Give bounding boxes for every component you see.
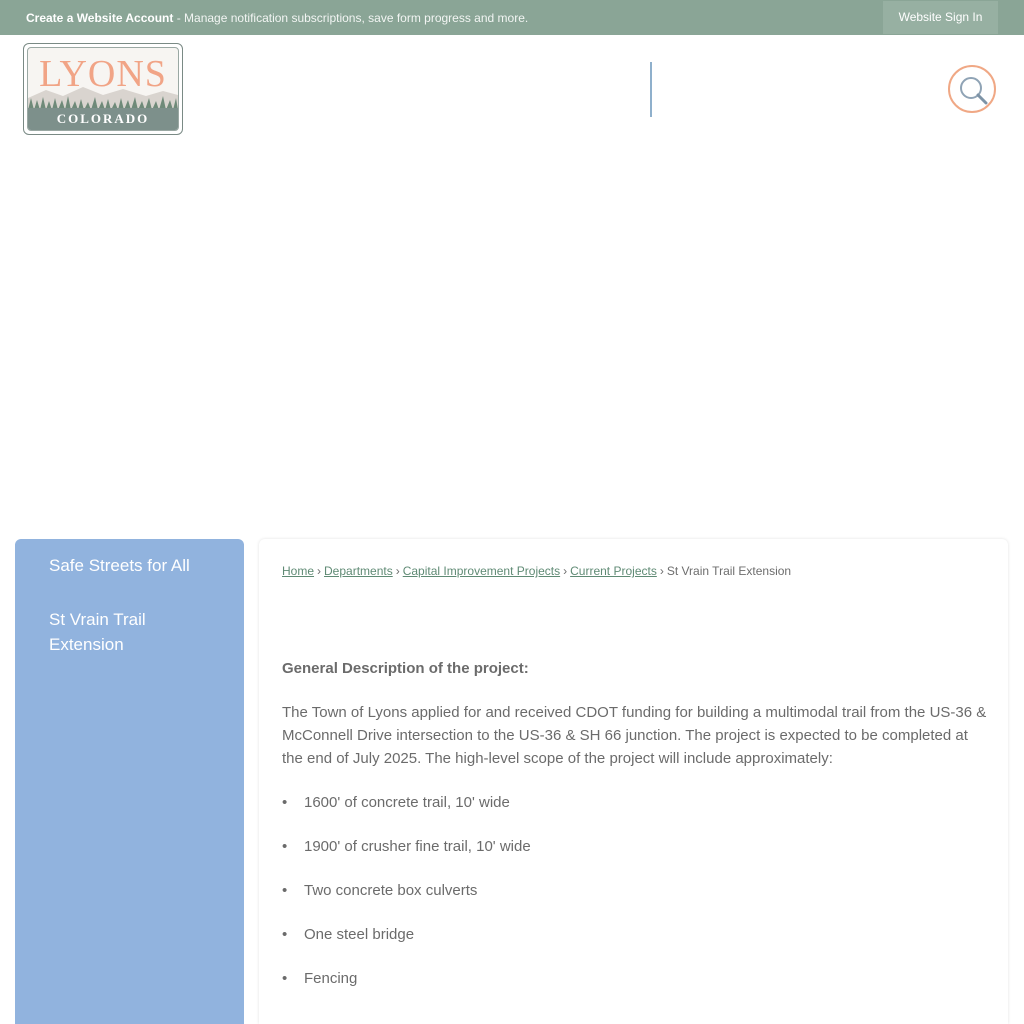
list-item <box>282 794 510 811</box>
sidebar-item-safe-streets[interactable]: Safe Streets for All <box>49 556 190 575</box>
banner-area <box>0 150 1024 535</box>
breadcrumb-separator: › <box>317 564 322 578</box>
breadcrumb <box>282 564 791 578</box>
list-item <box>282 882 477 899</box>
bullet-marker: • <box>282 970 288 987</box>
account-message <box>26 11 528 25</box>
search-icon <box>958 75 988 105</box>
section-heading: General Description of the project: <box>282 660 529 677</box>
list-item-text: 1900' of crusher fine trail, 10' wide <box>304 838 531 855</box>
site-logo[interactable] <box>23 43 183 135</box>
bullet-marker: • <box>282 794 288 811</box>
breadcrumb-capital-projects[interactable]: Capital Improvement Projects <box>402 564 561 578</box>
logo-title: LYONS <box>39 53 167 95</box>
breadcrumb-home[interactable]: Home <box>282 564 315 578</box>
top-bar <box>0 0 1024 35</box>
list-item-text: Fencing <box>304 970 358 987</box>
bullet-marker: • <box>282 838 288 855</box>
list-item-text: Two concrete box culverts <box>304 882 478 899</box>
create-account-link[interactable]: Create a Website Account <box>26 11 174 25</box>
breadcrumb-separator: › <box>659 564 664 578</box>
account-message-text: - Manage notification subscriptions, save form progress and more. <box>173 11 529 25</box>
sidebar-item-st-vrain-trail[interactable]: St Vrain Trail Extension <box>49 610 146 654</box>
side-navigation <box>15 539 244 1024</box>
site-header <box>0 35 1024 150</box>
search-button[interactable] <box>948 65 996 113</box>
sign-in-button[interactable]: Website Sign In <box>883 1 998 34</box>
breadcrumb-current-projects[interactable]: Current Projects <box>570 564 657 578</box>
list-item-text: One steel bridge <box>304 926 415 943</box>
breadcrumb-departments[interactable]: Departments <box>324 564 393 578</box>
logo-subtitle: COLORADO <box>28 108 178 130</box>
bullet-marker: • <box>282 926 288 943</box>
header-divider <box>650 62 652 117</box>
main-content <box>259 539 1008 1024</box>
bullet-marker: • <box>282 882 288 899</box>
logo-image <box>27 47 179 131</box>
breadcrumb-current: St Vrain Trail Extension <box>666 564 792 578</box>
breadcrumb-separator: › <box>395 564 400 578</box>
list-item-text: 1600' of concrete trail, 10' wide <box>304 794 510 811</box>
list-item <box>282 926 414 943</box>
list-item <box>282 970 357 987</box>
breadcrumb-separator: › <box>563 564 568 578</box>
list-item <box>282 838 531 855</box>
project-description: The Town of Lyons applied for and received CDOT funding for building a multimodal trail from the US-36 & McConnell Drive intersection to the US-36 & SH 66 junction. The project is expected to be completed at the end of July 2025. The high-level scope of the project will include approximately: <box>282 704 987 767</box>
